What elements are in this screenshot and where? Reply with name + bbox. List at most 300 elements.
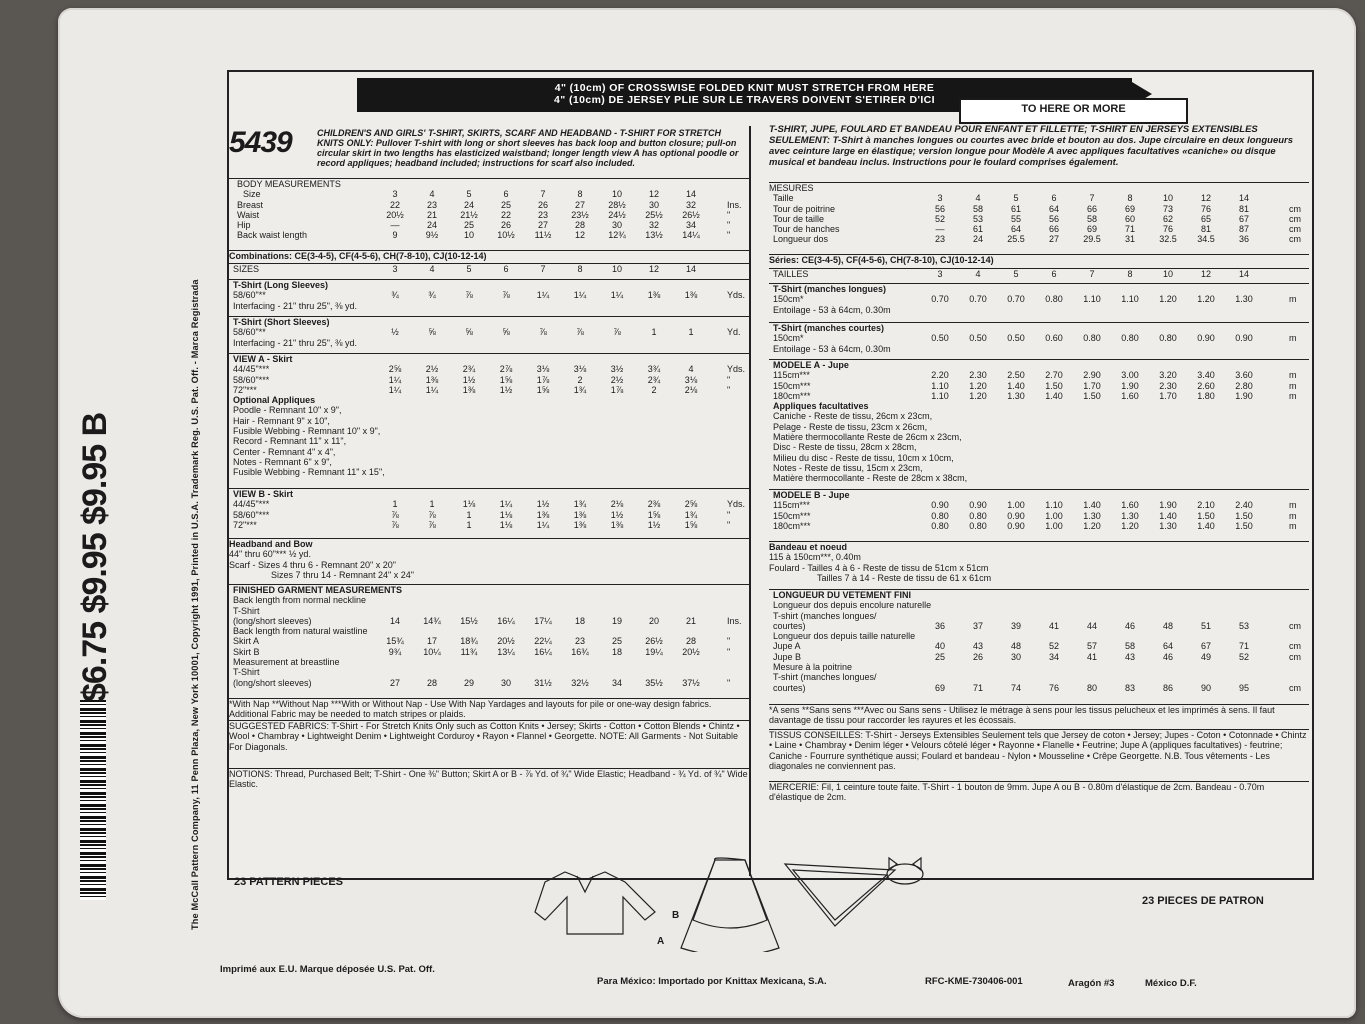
cell-value: 16¾ (571, 646, 589, 657)
cell-value: 1 (466, 509, 472, 520)
cell-value: 3 (937, 193, 943, 204)
cell-value: 1.20 (1197, 294, 1215, 305)
cell-value: 1.10 (1045, 500, 1063, 511)
cell-value: ½ (391, 327, 399, 338)
cell-value: 17 (426, 636, 437, 647)
cell-value: 26 (500, 220, 511, 231)
cell-value: 3.20 (1159, 370, 1177, 381)
copyright-line: The McCall Pattern Company, 11 Penn Plaza, New York 10001, Copyright 1991, Printed in U.S.A. Trademark Reg. U.S. Pat. Off. - Marca Registrada (190, 279, 200, 930)
table-row (229, 210, 749, 220)
cell-unit: m (1289, 510, 1297, 521)
table-row (229, 678, 749, 688)
row-label: Tour de taille (773, 213, 825, 224)
cell-value: 1.00 (1045, 510, 1063, 521)
text-line: Disc - Reste de tissu, 28cm x 28cm, (773, 442, 917, 453)
row-label: Jupe A (773, 641, 801, 652)
cell-value: 41 (1086, 651, 1097, 662)
cell-unit: cm (1289, 203, 1301, 214)
cell-value: 23½ (571, 209, 589, 220)
cell-value: 1⅝ (684, 519, 698, 530)
cell-value: 8 (1127, 269, 1133, 279)
cell-value: 0.80 (969, 520, 987, 531)
cell-value: 17¼ (534, 615, 552, 626)
pattern-pieces-fr: 23 PIECES DE PATRON (1142, 895, 1264, 907)
section-heading: VIEW A - Skirt (233, 354, 293, 364)
table-row (229, 200, 749, 210)
cell-value: 12 (648, 189, 659, 200)
cell-value: 1⅛ (499, 509, 513, 520)
cell-value: 12 (648, 264, 659, 274)
text-line: Entoilage - 53 à 64cm, 0.30m (773, 304, 891, 315)
cell-value: 23 (934, 234, 945, 245)
row-label: 44/45"*** (233, 364, 270, 375)
cell-value: 0.90 (1197, 333, 1215, 344)
cell-unit: " (727, 646, 731, 657)
footer-df: México D.F. (1145, 978, 1197, 989)
footer-rfc: RFC-KME-730406-001 (925, 976, 1023, 987)
table-row (229, 510, 749, 520)
cell-value: 29.5 (1083, 234, 1101, 245)
cell-value: 8 (1127, 193, 1133, 204)
cell-value: 1½ (610, 509, 624, 520)
body-heading: BODY MEASUREMENTS (237, 179, 341, 189)
cell-value: 1.40 (1045, 390, 1063, 401)
cell-value: 10 (463, 230, 474, 241)
text-line: Milieu du disc - Reste de tissu, 10cm x 10cm, (773, 452, 954, 463)
cell-value: 1.20 (1121, 520, 1139, 531)
stretch-line-en: 4" (10cm) OF CROSSWISE FOLDED KNIT MUST STRETCH FROM HERE (554, 82, 935, 94)
row-label: 150cm* (773, 294, 804, 305)
cell-value: 2.90 (1083, 370, 1101, 381)
tissus-section (769, 729, 1309, 780)
headband-sketch (887, 858, 923, 884)
tshirt-long-section (229, 279, 749, 316)
table-row (769, 511, 1309, 521)
cell-value: 55 (1010, 213, 1021, 224)
row-label: courtes) (773, 682, 806, 693)
cell-value: 0.90 (1235, 333, 1253, 344)
cell-value: 64 (1162, 641, 1173, 652)
cell-value: 71 (1124, 224, 1135, 235)
cell-unit: " (727, 230, 731, 241)
cell-value: 22 (389, 199, 400, 210)
cell-value: 35½ (645, 677, 663, 688)
cell-value: 5 (466, 264, 472, 274)
cell-value: 3.00 (1121, 370, 1139, 381)
cell-value: 6 (1051, 269, 1057, 279)
cell-value: 10½ (497, 230, 515, 241)
cell-unit: m (1289, 370, 1297, 381)
view-b-section (229, 488, 749, 539)
combinations-text: Combinations: CE(3-4-5), CF(4-5-6), CH(7-8-10), CJ(10-12-14) (229, 251, 487, 261)
cell-value: 14¾ (423, 615, 441, 626)
cell-value: 12¾ (608, 230, 626, 241)
notions-section (229, 768, 749, 795)
row-label: Size (243, 189, 261, 200)
table-row (229, 264, 749, 274)
stretch-target-box (959, 98, 1188, 124)
cell-value: 14 (389, 615, 400, 626)
cell-unit: Yds. (727, 290, 746, 301)
cell-value: 2.40 (1235, 500, 1253, 511)
cell-unit: m (1289, 520, 1297, 531)
cell-value: 46 (1162, 651, 1173, 662)
cell-value: 48 (1162, 620, 1173, 631)
cell-value: 30 (611, 220, 622, 231)
table-row (769, 500, 1309, 510)
cell-value: 1⅛ (499, 519, 513, 530)
cell-unit: " (727, 677, 731, 688)
cell-value: 2⅜ (647, 499, 661, 510)
cell-value: 16¼ (497, 615, 515, 626)
row-label: Back waist length (237, 230, 308, 241)
cell-unit: m (1289, 294, 1297, 305)
french-title: T-SHIRT, JUPE, FOULARD ET BANDEAU POUR ENFANT ET FILLETTE; T-SHIRT EN JERSEYS EXTENSIBLES SEULEMENT: T-Shirt à manches longues ou courtes avec bride et bouton au dos. Jupe circulaire en deux longueurs avec ceinture large en élastique; version longue pour Modèle A avec appliques facultatives «caniche» ou disque musical et bandeau inclus. Instructions pour le foulard comprises également. (769, 124, 1294, 168)
cell-value: 0.80 (1083, 333, 1101, 344)
combinations (229, 250, 749, 263)
cell-value: 25 (500, 199, 511, 210)
cell-value: 1⅜ (647, 290, 661, 301)
cell-value: 3.60 (1235, 370, 1253, 381)
row-label: Tour de poitrine (773, 203, 836, 214)
cell-value: 66 (1086, 203, 1097, 214)
headband-line: 44" thru 60"*** ½ yd. (229, 549, 311, 560)
cell-value: 76 (1162, 224, 1173, 235)
cell-value: 23 (537, 209, 548, 220)
cell-unit: m (1289, 333, 1297, 344)
cell-value: 83 (1124, 682, 1135, 693)
tshirt-short-section (229, 316, 749, 353)
section-heading: T-Shirt (manches courtes) (773, 323, 885, 333)
cell-value: 90 (1200, 682, 1211, 693)
row-label: (long/short sleeves) (233, 615, 312, 626)
cell-value: ⅞ (391, 519, 399, 530)
cell-value: 15¾ (386, 636, 404, 647)
cell-value: 1.50 (1083, 390, 1101, 401)
section-heading: Appliques facultatives (773, 401, 869, 412)
row-label: 58/60"** (233, 327, 266, 338)
cell-value: 39 (1010, 620, 1021, 631)
tissus-text: TISSUS CONSEILLES: T-Shirt - Jerseys Extensibles Seulement tels que Jersey de coton • Jersey; Jupes - Coton • Cotonnade • Chintz • Laine • Chambray • Denim léger • Velours côtelé léger • Rayonne • Flanelle • Feutrine; Jupe A (appliques facultatives) - feutrine; Caniche - Fourrure synthétique aussi; Foulard et bandeau - Nylon • Mousseline • Crêpe Georgette. N.B. Tous vêtements - Les diagonales ne conviennent pas. (769, 730, 1307, 771)
cell-value: ⅞ (539, 327, 547, 338)
cell-value: 1.40 (1007, 380, 1025, 391)
text-line: Longueur dos depuis encolure naturelle (773, 600, 932, 611)
section-heading: T-Shirt (manches longues) (773, 284, 887, 294)
cell-value: 22 (500, 209, 511, 220)
row-label: Taille (773, 193, 794, 204)
cell-value: 0.80 (931, 520, 949, 531)
cell-value: 52 (1048, 641, 1059, 652)
cell-value: 1⅜ (610, 519, 624, 530)
text-line: Entoilage - 53 à 64cm, 0.30m (773, 343, 891, 354)
row-label: 150cm* (773, 333, 804, 344)
cell-value: 10 (1162, 269, 1173, 279)
cell-value: 1.50 (1045, 380, 1063, 391)
cell-value: 53 (1238, 620, 1249, 631)
cell-value: 73 (1162, 203, 1173, 214)
table-row (229, 499, 749, 509)
cell-value: 87 (1238, 224, 1249, 235)
cell-value: 76 (1200, 203, 1211, 214)
row-label: 115cm*** (773, 370, 810, 381)
cell-value: 20 (648, 615, 659, 626)
cell-value: 2½ (610, 374, 624, 385)
cell-value: 1.10 (1121, 294, 1139, 305)
cell-value: 7 (1089, 269, 1095, 279)
cell-value: 1.50 (1235, 510, 1253, 521)
mercerie-text: MERCERIE: Fil, 1 ceinture toute faite. T-Shirt - 1 bouton de 9mm. Jupe A ou B - 0.80m d'élastique de 2cm. Bandeau - 0.70m d'élastique de 2cm. (769, 782, 1265, 803)
tailles-row (769, 268, 1309, 283)
cell-value: 0.50 (969, 333, 987, 344)
table-row (229, 364, 749, 374)
cell-value: 13½ (645, 230, 663, 241)
table-row (229, 327, 749, 337)
cell-value: 43 (1124, 651, 1135, 662)
cell-value: 80 (1086, 682, 1097, 693)
cell-value: 1½ (536, 499, 550, 510)
cell-value: ⅞ (391, 509, 399, 520)
text-line: Fusible Webbing - Remnant 11" x 15", (233, 467, 385, 478)
cell-value: 5 (1013, 269, 1019, 279)
cell-value: 58 (972, 203, 983, 214)
cell-unit: m (1289, 390, 1297, 401)
cell-value: 51 (1200, 620, 1211, 631)
cell-value: 32.5 (1159, 234, 1177, 245)
row-label: 180cm*** (773, 520, 811, 531)
cell-value: 24 (463, 199, 474, 210)
barcode (80, 700, 106, 900)
cell-value: 25 (611, 636, 622, 647)
cell-value: 58 (1124, 641, 1135, 652)
row-label: Tour de hanches (773, 224, 840, 235)
cell-value: 1.20 (1083, 520, 1101, 531)
cell-value: 9¾ (388, 646, 402, 657)
cell-unit: Yd. (727, 327, 741, 338)
cell-value: 61 (972, 224, 983, 235)
mesures (769, 182, 1309, 253)
cell-unit: cm (1289, 682, 1301, 693)
cell-value: 1⅜ (573, 519, 587, 530)
cell-value: 3 (937, 269, 943, 279)
cell-value: ¾ (391, 290, 399, 301)
cell-value: 1.00 (1045, 520, 1063, 531)
notions-text: NOTIONS: Thread, Purchased Belt; T-Shirt - One ⅜" Button; Skirt A or B - ⅞ Yd. of ¾" Wide Elastic; Headband - ¾ Yd. of ¾" Wide Elastic. (229, 769, 748, 790)
section-heading: FINISHED GARMENT MEASUREMENTS (233, 585, 403, 595)
cell-unit: " (727, 220, 731, 231)
cell-value: 2.50 (1007, 370, 1025, 381)
cell-value: 56 (1048, 213, 1059, 224)
english-title: CHILDREN'S AND GIRLS' T-SHIRT, SKIRTS, SCARF AND HEADBAND - T-SHIRT FOR STRETCH KNITS ONLY: Pullover T-shirt with long or short sleeves has back loop and button closure; pull-on circular skirt in two lengths has elasticized waistband; longer length view A has optional poodle or record appliques; headband included; instructions for scarf also included. (317, 128, 739, 168)
cell-value: 49 (1200, 651, 1211, 662)
table-row (229, 647, 749, 657)
cell-value: 26½ (645, 636, 663, 647)
cell-value: 3⅛ (536, 364, 550, 375)
cell-value: 3.40 (1197, 370, 1215, 381)
cell-value: 12 (574, 230, 585, 241)
cell-value: 67 (1238, 213, 1249, 224)
cell-value: 2⅝ (684, 499, 698, 510)
cell-value: 1 (429, 499, 435, 510)
row-label: 150cm*** (773, 380, 811, 391)
cell-value: 36 (1238, 234, 1249, 245)
cell-value: 1¼ (388, 384, 402, 395)
section-heading: MODELE A - Jupe (773, 360, 849, 370)
cell-value: 34.5 (1197, 234, 1215, 245)
view-a-section (229, 353, 749, 489)
cell-value: 0.70 (1007, 294, 1025, 305)
english-column (229, 126, 751, 876)
cell-value: ⅞ (613, 327, 621, 338)
cell-value: 2.80 (1235, 380, 1253, 391)
cell-value: ⅞ (428, 519, 436, 530)
cell-value: 3½ (610, 364, 624, 375)
cell-value: 2 (577, 374, 583, 385)
cell-value: 1.30 (1121, 510, 1139, 521)
cell-value: 1⅞ (536, 374, 550, 385)
cell-value: 29 (463, 677, 474, 688)
cell-value: 14 (685, 264, 696, 274)
cell-value: 32 (685, 199, 696, 210)
sens-text: *A sens **Sans sens ***Avec ou Sans sens - Utilisez le métrage à sens pour les tissus pelucheux et les imprimés à sens. Il faut davantage de tissu pour raccorder les rayures et les écossais. (769, 705, 1275, 726)
cell-value: 34 (685, 220, 696, 231)
row-label: 150cm*** (773, 510, 811, 521)
cell-value: 65 (1200, 213, 1211, 224)
cell-value: 10 (1162, 193, 1173, 204)
cell-value: 66 (1048, 224, 1059, 235)
cell-value: 2⅛ (610, 499, 624, 510)
cell-value: 1¼ (610, 290, 624, 301)
text-line: Poodle - Remnant 10" x 9", (233, 405, 342, 416)
view-label-a: A (657, 936, 665, 947)
row-label: Waist (237, 209, 260, 220)
cell-value: 30 (648, 199, 659, 210)
table-row (769, 234, 1309, 244)
text-line: Measurement at breastline (233, 657, 340, 668)
cell-unit: m (1289, 380, 1297, 391)
cell-value: 1.40 (1197, 520, 1215, 531)
cell-value: ⅝ (502, 327, 510, 338)
cell-value: 74 (1010, 682, 1021, 693)
table-row (229, 375, 749, 385)
skirt-sketch (681, 858, 779, 952)
cell-value: 1.90 (1159, 500, 1177, 511)
cell-value: 1⅝ (499, 374, 513, 385)
text-line: Hair - Remnant 9" x 10", (233, 415, 330, 426)
section-heading: LONGUEUR DU VETEMENT FINI (773, 590, 912, 600)
cell-unit: " (727, 636, 731, 647)
cell-value: 0.90 (969, 500, 987, 511)
cell-value: 4 (688, 364, 694, 375)
cell-unit: Yds. (727, 364, 746, 375)
row-label: 58/60"*** (233, 374, 270, 385)
stretch-line-fr: 4" (10cm) DE JERSEY PLIE SUR LE TRAVERS DOIVENT S'ETIRER D'ICI (554, 94, 935, 106)
cell-value: 28 (574, 220, 585, 231)
cell-value: 43 (972, 641, 983, 652)
table-row (769, 333, 1309, 343)
cell-value: 2⅞ (499, 364, 513, 375)
table-row (229, 220, 749, 230)
cell-value: 27 (1048, 234, 1059, 245)
text-line: Notes - Remnant 6" x 9", (233, 456, 332, 467)
cell-value: 2⅝ (388, 364, 402, 375)
cell-value: 5 (466, 189, 472, 200)
cell-value: 71 (1238, 641, 1249, 652)
cell-value: 1¼ (388, 374, 402, 385)
text-line: Pelage - Reste de tissu, 23cm x 26cm, (773, 421, 928, 432)
text-line: T-Shirt (233, 667, 260, 678)
cell-value: 71 (972, 682, 983, 693)
cell-value: 2.30 (969, 370, 987, 381)
cell-value: 81 (1200, 224, 1211, 235)
cell-value: 14 (685, 189, 696, 200)
cell-unit: " (727, 519, 731, 530)
cell-value: 1 (392, 499, 398, 510)
fabrics-section (229, 720, 749, 767)
stretch-target-en: TO HERE OR MORE (1021, 103, 1126, 115)
cell-value: 3 (392, 189, 398, 200)
cell-value: 76 (1048, 682, 1059, 693)
cell-value: 69 (1086, 224, 1097, 235)
cell-value: 2.30 (1159, 380, 1177, 391)
cell-value: 12 (1200, 269, 1211, 279)
cell-value: 24½ (608, 209, 626, 220)
row-label: 72"*** (233, 384, 257, 395)
cell-value: 1⅜ (684, 290, 698, 301)
cell-value: 0.80 (969, 510, 987, 521)
cell-value: 1.20 (969, 380, 987, 391)
cell-value: 57 (1086, 641, 1097, 652)
nap-note (229, 698, 749, 721)
cell-value: 1¼ (499, 499, 513, 510)
cell-value: — (390, 220, 400, 231)
cell-value: 2¾ (462, 364, 476, 375)
fini-section (769, 589, 1309, 702)
cell-value: 0.90 (1007, 520, 1025, 531)
cell-value: 23 (574, 636, 585, 647)
cell-value: 2.10 (1197, 500, 1215, 511)
cell-value: 0.50 (931, 333, 949, 344)
row-label: Skirt A (233, 636, 260, 647)
cell-value: 14 (1238, 269, 1249, 279)
cell-value: 10 (611, 189, 622, 200)
cell-value: ⅞ (576, 327, 584, 338)
cell-value: 2⅛ (684, 384, 698, 395)
table-row (229, 189, 749, 199)
row-label: 180cm*** (773, 390, 811, 401)
cell-value: 2.20 (931, 370, 949, 381)
cell-value: 1¾ (573, 499, 587, 510)
modele-b-section (769, 489, 1309, 542)
row-label: 44/45"*** (233, 499, 270, 510)
cell-value: 34 (1048, 651, 1059, 662)
cell-value: 53 (972, 213, 983, 224)
table-row (769, 294, 1309, 304)
body-rows (229, 189, 749, 240)
cell-value: 28½ (608, 199, 626, 210)
cell-value: 30 (1010, 651, 1021, 662)
cell-unit: m (1289, 500, 1297, 511)
cell-value: ⅞ (465, 290, 473, 301)
cell-value: 18 (574, 615, 585, 626)
section-heading: T-Shirt (Long Sleeves) (233, 280, 329, 290)
text-line: Notes - Reste de tissu, 15cm x 23cm, (773, 462, 923, 473)
fabrics-text: SUGGESTED FABRICS: T-Shirt - For Stretch Knits Only such as Cotton Knits • Jersey; Skirts - Cotton • Cotton Blends • Chintz • Wool • Chambray • Lightweight Denim • Lightweight Corduroy • Rayon • Flannel • Georgette. NOTE: All Garments - Not Suitable For Diagonals. (229, 721, 740, 752)
row-label: Hip (237, 220, 251, 231)
cell-value: ⅞ (502, 290, 510, 301)
cell-unit: " (727, 509, 731, 520)
cell-unit: cm (1289, 213, 1301, 224)
cell-value: 16¼ (534, 646, 552, 657)
